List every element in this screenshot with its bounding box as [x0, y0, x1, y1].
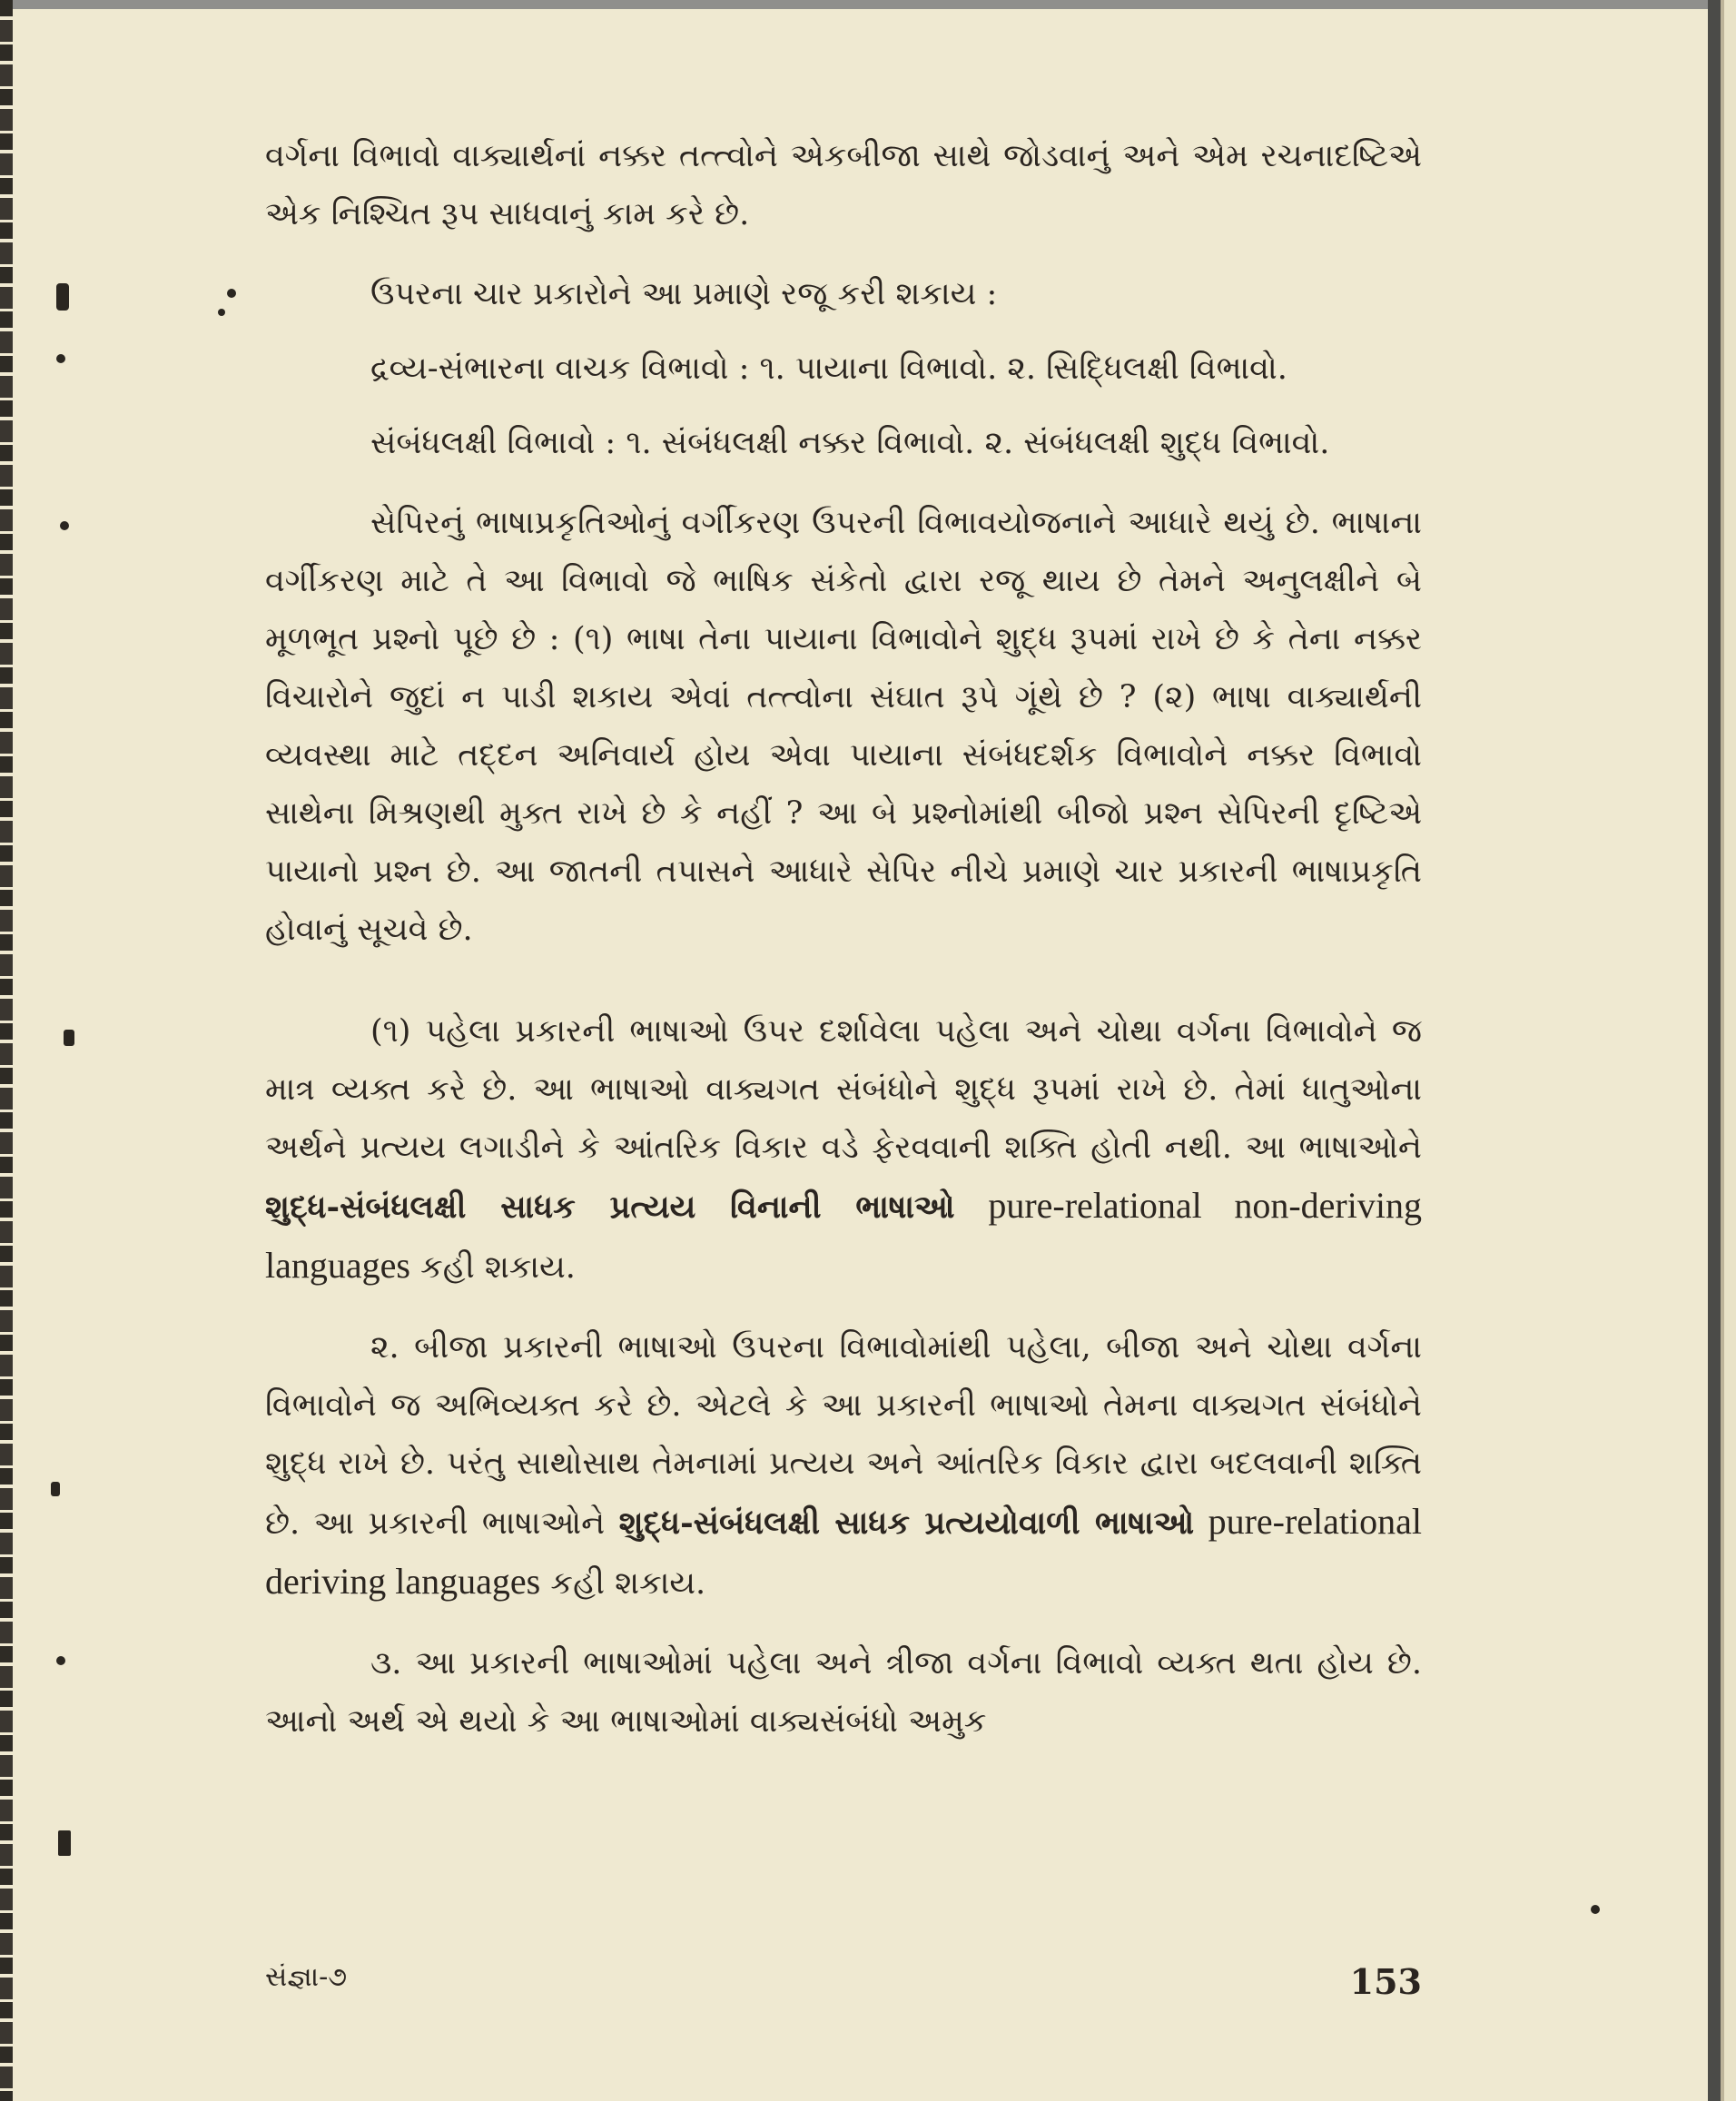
type-one-text: (૧) પહેલા પ્રકારની ભાષાઓ ઉપર દર્શાવેલા પહેલા અને ચોથા વર્ગના વિભાવોને જ માત્ર વ્યક્ત કરે છે. આ ભાષાઓ વાક્યગત સંબંધોને શુદ્ધ રૂપમાં રાખે છે. તેમાં ધાતુઓના અર્થને પ્રત્યય લગાડીને કે આંતરિક વિકાર વડે ફેરવવાની શક્તિ હોતી નથી. આ ભાષાઓને — [265, 1013, 1422, 1166]
paragraph-type-two — [265, 1318, 1422, 1613]
type-two-text: ૨. બીજા પ્રકારની ભાષાઓ ઉપરના વિભાવોમાંથી પહેલા, બીજા અને ચોથા વર્ગના વિભાવોને જ અભિવ્યક્ત કરે છે. એટલે કે આ પ્રકારની ભાષાઓ તેમના વાક્યગત સંબંધોને શુદ્ધ રાખે છે. પરંતુ સાથોસાથ તેમનામાં પ્રત્યય અને આંતરિક વિકાર દ્વારા બદલવાની શક્તિ છે. આ પ્રકારની ભાષાઓને — [265, 1329, 1422, 1542]
binding-hole-mark — [218, 309, 225, 316]
binding-hole-mark — [56, 283, 69, 311]
binding-hole-mark — [56, 354, 65, 363]
type-two-end: કહી શકાય. — [550, 1565, 706, 1602]
binding-hole-mark — [64, 1030, 74, 1046]
type-two-bold-term: શુદ્ધ-સંબંધલક્ષી સાધક પ્રત્યયોવાળી ભાષાઓ — [618, 1504, 1195, 1542]
page-right-edge — [1708, 0, 1721, 2101]
paragraph-type-three: ૩. આ પ્રકારની ભાષાઓમાં પહેલા અને ત્રીજા વર્ગના વિભાવો વ્યક્ત થતા હોય છે. આનો અર્થ એ થયો કે આ ભાષાઓમાં વાક્યસંબંધો અમુક — [265, 1645, 1422, 1740]
page-number: 153 — [1349, 1961, 1422, 2002]
page-footer — [265, 1961, 1422, 2016]
binding-hole-mark — [1591, 1905, 1600, 1914]
paragraph-relational-concepts: સંબંધલક્ષી વિભાવો : ૧. સંબંધલક્ષી નક્કર વિભાવો. ૨. સંબંધલક્ષી શુદ્ધ વિભાવો. — [370, 425, 1330, 461]
binding-hole-mark — [60, 521, 69, 530]
paragraph-sapir-classification: સેપિરનું ભાષાપ્રકૃતિઓનું વર્ગીકરણ ઉપરની વિભાવયોજનાને આધારે થયું છે. ભાષાના વર્ગીકરણ માટે તે આ વિભાવો જે ભાષિક સંકેતો દ્વારા રજૂ થાય છે તેમને અનુલક્ષીને બે મૂળભૂત પ્રશ્નો પૂછે છે : (૧) ભાષા તેના પાયાના વિભાવોને શુદ્ધ રૂપમાં રાખે છે કે તેના નક્કર વિચારોને જુદાં ન પાડી શકાય એવાં તત્ત્વોના સંઘાત રૂપે ગૂંથે છે ? (૨) ભાષા વાક્યાર્થની વ્યવસ્થા માટે તદ્દન અનિવાર્ય હોય એવા પાયાના સંબંધદર્શક વિભાવોને નક્કર વિભાવો સાથેના મિશ્રણથી મુક્ત રાખે છે કે નહીં ? આ બે પ્રશ્નોમાંથી બીજો પ્રશ્ન સેપિરની દૃષ્ટિએ પાયાનો પ્રશ્ન છે. આ જાતની તપાસને આધારે સેપિર નીચે પ્રમાણે ચાર પ્રકારની ભાષાપ્રકૃતિ હોવાનું સૂચવે છે. — [265, 505, 1422, 948]
page-text-body — [265, 127, 1422, 1772]
type-one-end: કહી શકાય. — [420, 1249, 576, 1286]
binding-hole-mark — [58, 1830, 71, 1856]
paragraph-intro-list: ઉપરના ચાર પ્રકારોને આ પ્રમાણે રજૂ કરી શકાય : — [370, 276, 998, 312]
type-one-bold-term: શુદ્ધ-સંબંધલક્ષી સાધક પ્રત્યય વિનાની ભાષાઓ — [265, 1189, 955, 1226]
page-top-edge — [0, 0, 1721, 9]
type-one-english-term: pure-relational non-deriving languages — [265, 1185, 1422, 1286]
binding-hole-mark — [227, 289, 236, 298]
binding-hole-mark — [51, 1482, 60, 1496]
footer-signature: સંજ્ઞા-૭ — [265, 1961, 348, 1993]
torn-left-margin — [0, 0, 13, 2101]
paragraph-type-one — [265, 1002, 1422, 1297]
type-two-english-term: pure-relational deriving languages — [265, 1501, 1422, 1602]
paragraph-continuation: વર્ગના વિભાવો વાક્યાર્થનાં નક્કર તત્ત્વોને એકબીજા સાથે જોડવાનું અને એમ રચનાદષ્ટિએ એક નિશ્ચિત રૂપ સાધવાનું કામ કરે છે. — [265, 138, 1422, 232]
binding-hole-mark — [56, 1656, 65, 1665]
paragraph-material-concepts: દ્રવ્ય-સંભારના વાચક વિભાવો : ૧. પાયાના વિભાવો. ૨. સિદ્ધિલક્ષી વિભાવો. — [370, 350, 1287, 387]
